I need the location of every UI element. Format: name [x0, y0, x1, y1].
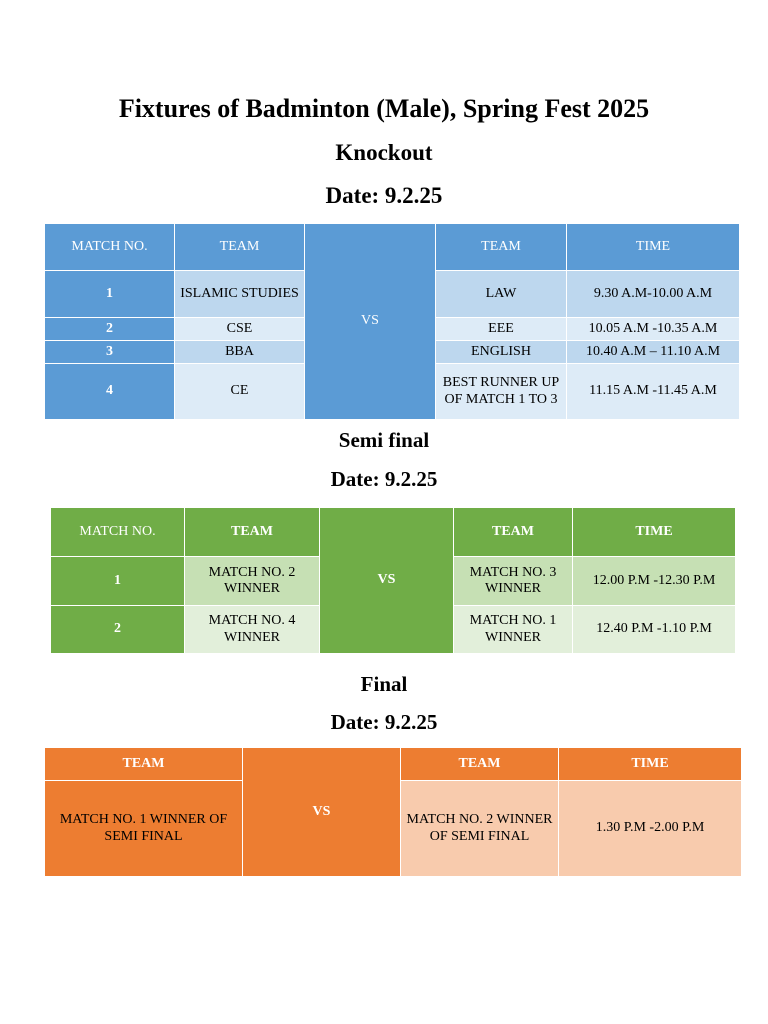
team-1-cell: CE — [175, 364, 305, 420]
header-team-2: TEAM — [454, 508, 573, 557]
match-no-cell: 1 — [51, 557, 185, 606]
final-heading: Final — [360, 672, 408, 696]
table-header-row — [45, 748, 742, 781]
table-header-row — [45, 224, 740, 271]
header-time: TIME — [573, 508, 736, 557]
vs-cell: VS — [243, 748, 401, 877]
time-cell: 10.40 A.M – 11.10 A.M — [567, 341, 740, 364]
final-date: Date: 9.2.25 — [330, 710, 438, 734]
team-2-cell: LAW — [436, 271, 567, 318]
match-no-cell: 1 — [45, 271, 175, 318]
team-1-cell: ISLAMIC STUDIES — [175, 271, 305, 318]
table-header-row — [51, 508, 736, 557]
team-1-cell: MATCH NO. 4 WINNER — [185, 606, 320, 654]
time-cell: 1.30 P.M -2.00 P.M — [559, 781, 742, 877]
final-table — [44, 747, 742, 877]
team-1-cell: MATCH NO. 2 WINNER — [185, 557, 320, 606]
team-1-cell: MATCH NO. 1 WINNER OF SEMI FINAL — [45, 781, 243, 877]
team-2-cell: EEE — [436, 318, 567, 341]
time-cell: 12.00 P.M -12.30 P.M — [573, 557, 736, 606]
knockout-heading: Knockout — [335, 140, 433, 165]
time-cell: 12.40 P.M -1.10 P.M — [573, 606, 736, 654]
team-1-cell: CSE — [175, 318, 305, 341]
header-team-1: TEAM — [45, 748, 243, 781]
team-2-cell: MATCH NO. 2 WINNER OF SEMI FINAL — [401, 781, 559, 877]
semi-final-heading: Semi final — [338, 428, 430, 452]
header-time: TIME — [567, 224, 740, 271]
time-cell: 11.15 A.M -11.45 A.M — [567, 364, 740, 420]
match-no-cell: 3 — [45, 341, 175, 364]
knockout-table — [44, 223, 740, 420]
header-time: TIME — [559, 748, 742, 781]
team-2-cell: ENGLISH — [436, 341, 567, 364]
header-match-no: MATCH NO. — [51, 508, 185, 557]
team-2-cell: MATCH NO. 1 WINNER — [454, 606, 573, 654]
time-cell: 10.05 A.M -10.35 A.M — [567, 318, 740, 341]
header-team-1: TEAM — [175, 224, 305, 271]
header-team-1: TEAM — [185, 508, 320, 557]
team-1-cell: BBA — [175, 341, 305, 364]
team-2-cell: BEST RUNNER UP OF MATCH 1 TO 3 — [436, 364, 567, 420]
team-2-cell: MATCH NO. 3 WINNER — [454, 557, 573, 606]
page-title: Fixtures of Badminton (Male), Spring Fest 2025 — [118, 94, 650, 123]
header-match-no: MATCH NO. — [45, 224, 175, 271]
header-team-2: TEAM — [401, 748, 559, 781]
semi-final-date: Date: 9.2.25 — [330, 467, 438, 491]
vs-cell: VS — [320, 508, 454, 654]
time-cell: 9.30 A.M-10.00 A.M — [567, 271, 740, 318]
match-no-cell: 2 — [51, 606, 185, 654]
semi-final-table — [50, 507, 736, 654]
match-no-cell: 2 — [45, 318, 175, 341]
vs-cell: VS — [305, 224, 436, 420]
match-no-cell: 4 — [45, 364, 175, 420]
knockout-date: Date: 9.2.25 — [325, 183, 443, 208]
header-team-2: TEAM — [436, 224, 567, 271]
